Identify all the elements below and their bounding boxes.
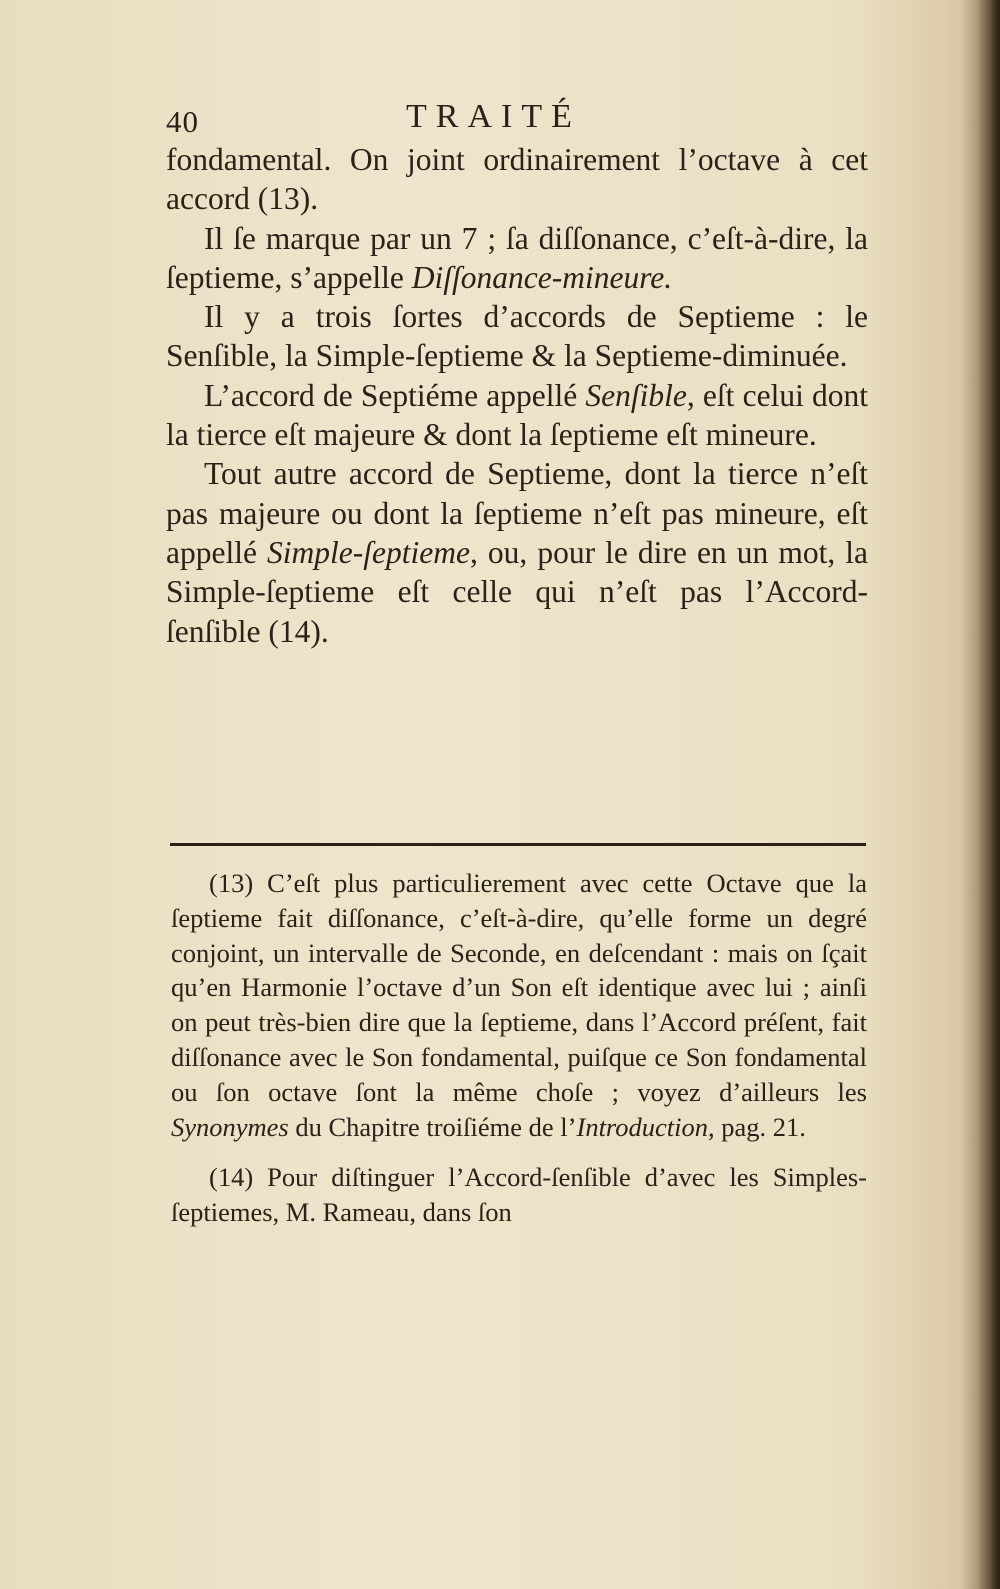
paragraph-5 [166,454,868,650]
paragraph-2-text: Il ſe marque par un 7 ; ſa diſſonance, c’eſt-à-dire, la ſeptieme, s’appelle [166,220,868,295]
footnote-separator-rule [170,843,866,846]
paragraph-5-text-b: , ou, pour le dire en un mot, la Simple-ſeptieme eſt celle qui n’eſt pas l’Accord-ſenſible (14). [166,534,868,649]
main-text [166,140,868,651]
paragraph-3: Il y a trois ſortes d’accords de Septieme : le Senſible, la Simple-ſeptieme & la Septieme-diminuée. [166,299,868,374]
footnote-14: (14) Pour diſtinguer l’Accord-ſenſible d’avec les Simples-ſeptiemes, M. Rameau, dans ſon [171,1162,867,1228]
footnote-13-text-b: du Chapitre troiſiéme de l’ [288,1111,577,1142]
footnote-13-italic-1: Synonymes [171,1111,289,1142]
page-header [166,98,866,144]
page-number: 40 [166,104,199,139]
paragraph-5-italic: Simple-ſeptieme [267,534,470,570]
paragraph-1: fondamental. On joint ordinairement l’octave à cet accord (13). [166,142,868,217]
book-spine-shadow [978,0,1000,1589]
footnote-13-text-a: (13) C’eſt plus particulierement avec cette Octave que la ſeptieme fait diſſonance, c’eſt-à-dire, qu’elle forme un degré conjoint, un intervalle de Seconde, en deſcendant : mais on ſçait qu’en Harmonie l’octave d’un Son eſt identique avec lui ; ainſi on peut très-bien dire que la ſeptieme, dans l’Accord préſent, fait diſſonance avec le Son fondamental, puiſque ce Son fondamental ou ſon octave ſont la même choſe ; voyez d’ailleurs les [171,868,867,1107]
paragraph-2 [166,219,868,298]
paragraph-4 [166,376,868,455]
paragraph-2-italic: Diſſonance-mineure. [411,259,673,295]
paragraph-4-text-a: L’accord de Septiéme appellé [204,377,586,413]
paragraph-4-text-b: , eſt celui dont la tierce eſt majeure & dont la ſeptieme eſt mineure. [166,377,869,453]
footnote-13 [171,866,867,1144]
footnotes [171,866,867,1246]
running-title: TRAITÉ [406,98,581,135]
footnote-13-text-c: , pag. 21. [708,1111,806,1142]
paragraph-4-italic: Senſible [585,377,687,413]
paragraph-5-text-a: Tout autre accord de Septieme, dont la tierce n’eſt pas majeure ou dont la ſeptieme n’eſt pas mineure, eſt appellé [166,456,868,570]
footnote-13-italic-2: Introduction [576,1111,709,1142]
